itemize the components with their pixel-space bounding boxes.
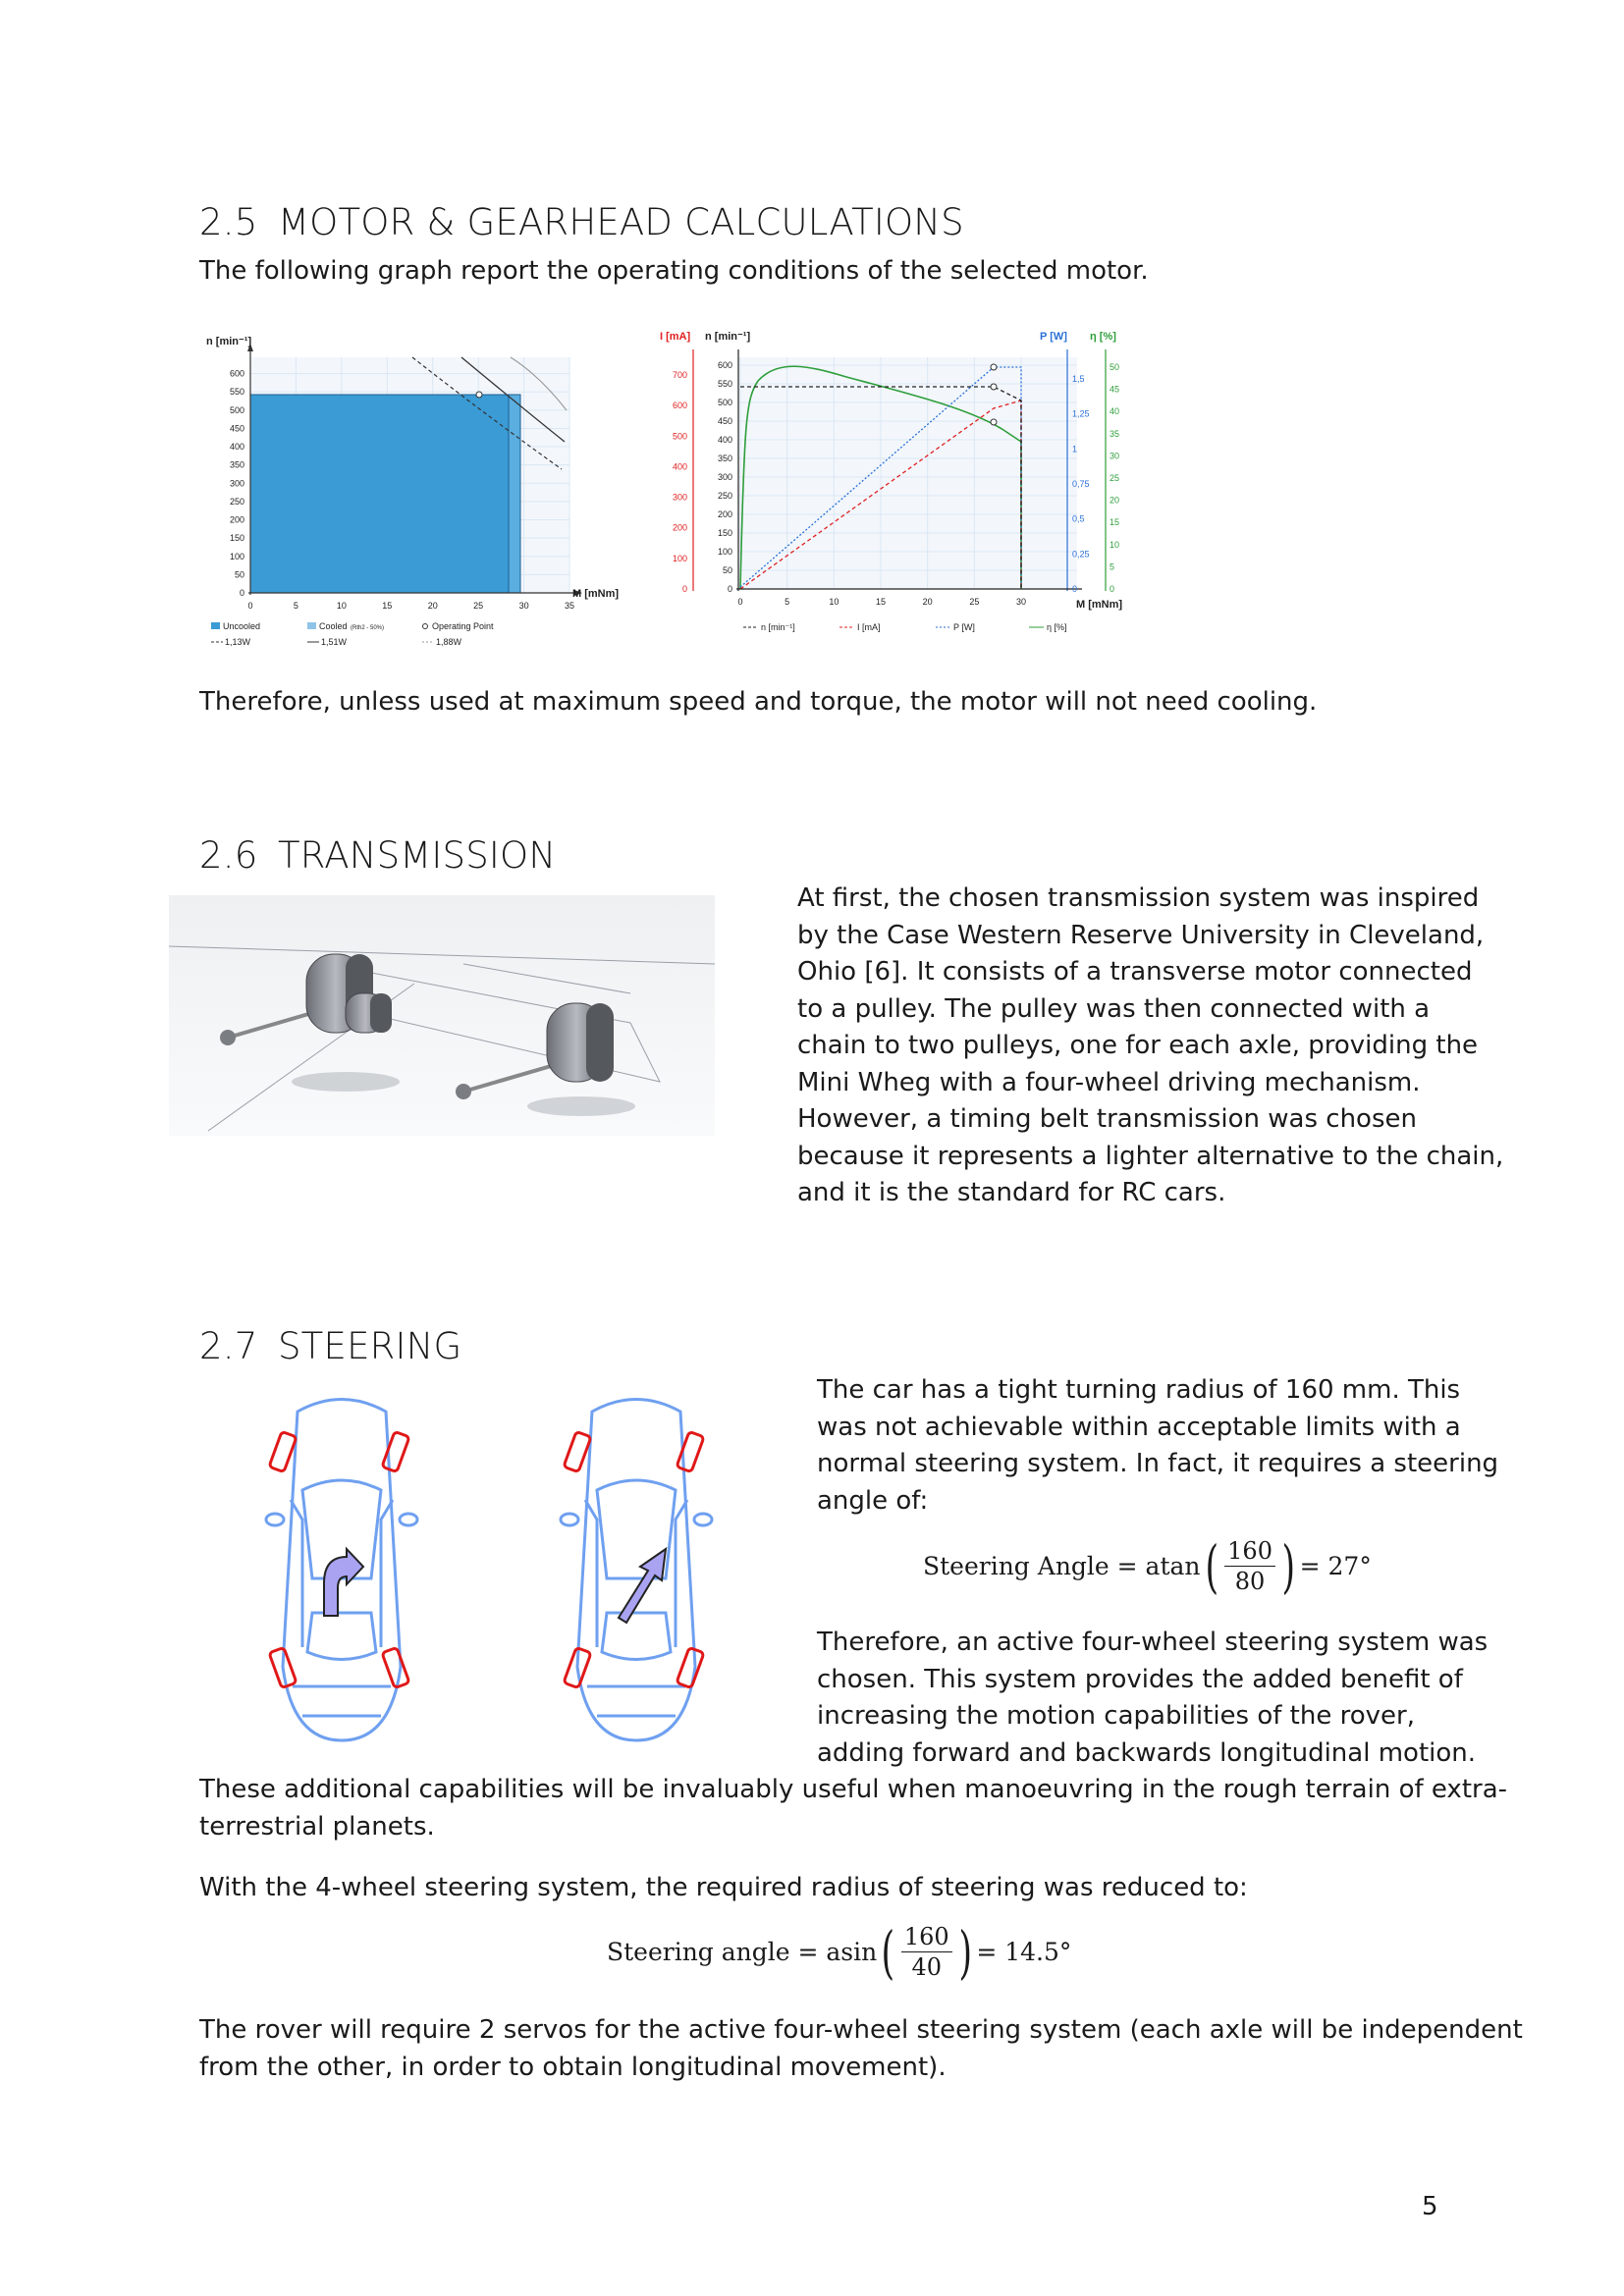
page-number: 5 — [1422, 2192, 1438, 2221]
p-axis-label: P [W] — [1040, 331, 1067, 343]
legend-2-label: 1,51W — [321, 637, 348, 647]
left-ytick: 300 — [229, 478, 244, 489]
left-chart-x-label: M [mNm] — [572, 588, 620, 600]
n-tick: 250 — [717, 491, 732, 501]
left-ytick: 400 — [229, 442, 244, 453]
section-heading-transmission: 2.6 TRANSMISSION — [199, 834, 557, 877]
right-xtick: 10 — [829, 597, 839, 607]
steering-text-2: Therefore, an active four-wheel steering system was chosen. This system provides the added benefit of increasing the motion capabilities of the rover, adding forward and backwards longitudinal motion. — [817, 1628, 1489, 1768]
eta-tick: 5 — [1110, 561, 1115, 572]
right-xtick: 15 — [875, 597, 887, 607]
legend-3-label: 1,88W — [436, 637, 462, 647]
n-tick: 100 — [717, 547, 732, 557]
left-ytick: 350 — [229, 459, 244, 470]
equation-steering-angle-4ws: Steering angle = asin ( $\frac{160}{40}$ ) = 14.5° — [607, 1918, 1072, 1986]
i-tick: 100 — [672, 553, 687, 563]
right-chart-x-label: M [mNm] — [1076, 599, 1123, 611]
legend-1-label: 1,13W — [225, 637, 251, 647]
eta-tick: 35 — [1110, 428, 1120, 439]
n-axis-label: n [min⁻¹] — [705, 331, 751, 343]
eta-tick: 40 — [1110, 406, 1120, 417]
right-axle-end — [456, 1084, 471, 1099]
motor-conclusion: Therefore, unless used at maximum speed and torque, the motor will not need cooling. — [199, 687, 1318, 717]
i-tick: 500 — [672, 431, 687, 442]
operating-point-marker — [476, 392, 482, 398]
legend-cooled: Cooled — [319, 621, 348, 631]
operating-point-p — [991, 364, 997, 370]
left-rr-wheel — [382, 1647, 409, 1687]
right-xtick: 5 — [785, 597, 790, 607]
left-xtick: 35 — [564, 601, 575, 611]
render-background — [169, 895, 715, 1136]
left-fl-wheel — [269, 1431, 297, 1471]
legend-i: I [mA] — [857, 622, 881, 632]
n-tick: 500 — [717, 398, 732, 407]
i-tick: 300 — [672, 492, 687, 503]
motor-pulley-face — [370, 993, 392, 1033]
n-tick: 350 — [717, 454, 732, 463]
i-tick: 200 — [672, 522, 687, 533]
equation-steering-angle: Steering Angle = atan ( $\frac{160}{80}$ ) = 27° — [923, 1532, 1372, 1600]
eta-tick: 20 — [1110, 495, 1120, 506]
right-chart-plot-area — [738, 357, 1077, 589]
right-rr-wheel — [677, 1647, 704, 1687]
legend-eta: η [%] — [1047, 622, 1067, 632]
legend-operating-point: Operating Point — [432, 621, 494, 631]
legend-p: P [W] — [953, 622, 975, 632]
eta-axis-label: η [%] — [1090, 331, 1116, 343]
left-ytick: 500 — [229, 404, 244, 415]
right-xtick: 30 — [1015, 597, 1027, 607]
p-tick: 0,75 — [1072, 479, 1090, 489]
motor-characteristics-chart — [650, 320, 1147, 644]
operating-point-eta — [991, 419, 997, 425]
n-tick: 200 — [717, 509, 732, 519]
left-xtick: 15 — [382, 601, 393, 611]
p-tick: 0 — [1072, 584, 1078, 594]
n-tick: 0 — [727, 584, 732, 594]
legend-uncooled: Uncooled — [223, 621, 261, 631]
n-tick: 50 — [722, 565, 732, 575]
right-xtick: 0 — [737, 597, 743, 607]
left-ytick: 450 — [229, 423, 244, 434]
left-ytick: 50 — [234, 569, 244, 580]
left-ytick: 100 — [229, 551, 244, 561]
p-tick: 0,5 — [1072, 513, 1085, 524]
legend-cooled-swatch — [307, 622, 316, 629]
section-heading-motor: 2.5 MOTOR & GEARHEAD CALCULATIONS — [199, 201, 964, 243]
legend-operating-point-marker — [423, 624, 428, 629]
n-tick: 600 — [717, 360, 732, 370]
eta-tick: 0 — [1110, 584, 1115, 594]
p-tick: 1,25 — [1072, 408, 1090, 419]
eta-tick: 10 — [1110, 539, 1120, 550]
left-ytick: 550 — [229, 387, 244, 398]
i-tick: 700 — [672, 370, 687, 380]
eta-tick: 15 — [1110, 517, 1120, 528]
eta-tick: 50 — [1110, 362, 1120, 372]
uncooled-region — [250, 395, 509, 593]
left-ytick: 250 — [229, 496, 244, 507]
right-fl-wheel — [564, 1431, 591, 1471]
steering-text-1: The car has a tight turning radius of 160 mm. This was not achievable within acceptable limits with a normal steering system. In fact, it requires a steering angle of: — [817, 1375, 1499, 1516]
legend-n: n [min⁻¹] — [761, 622, 795, 632]
p-tick: 1,5 — [1072, 374, 1085, 384]
i-tick: 400 — [672, 461, 687, 472]
legend-uncooled-swatch — [211, 622, 220, 629]
left-ytick: 150 — [229, 533, 244, 544]
right-xtick: 25 — [969, 597, 980, 607]
right-xtick: 20 — [922, 597, 933, 607]
n-tick: 300 — [717, 472, 732, 482]
i-tick: 600 — [672, 400, 687, 411]
steering-text-5: The rover will require 2 servos for the active four-wheel steering system (each axle will be independent from the other, in order to obtain longitudinal movement). — [199, 2015, 1523, 2082]
curved-arrow-icon — [324, 1549, 363, 1616]
n-tick: 150 — [717, 528, 732, 538]
p-tick: 0,25 — [1072, 549, 1090, 560]
steering-diagram — [263, 1392, 734, 1745]
motor-intro: The following graph report the operating conditions of the selected motor. — [199, 256, 1149, 286]
right-pulley-face — [586, 1003, 614, 1082]
n-tick: 400 — [717, 435, 732, 445]
section-heading-steering: 2.7 STEERING — [199, 1325, 462, 1367]
operating-range-chart — [201, 322, 633, 656]
left-xtick: 0 — [247, 601, 253, 611]
legend-cooled-sub: (Rth2 - 50%) — [351, 625, 385, 631]
left-ytick: 0 — [239, 588, 244, 598]
steering-text-4: With the 4-wheel steering system, the required radius of steering was reduced to: — [199, 1873, 1248, 1902]
eta-tick: 25 — [1110, 473, 1120, 483]
shadow-left — [292, 1072, 400, 1092]
left-xtick: 20 — [427, 601, 438, 611]
transmission-render — [169, 895, 715, 1136]
n-tick: 550 — [717, 379, 732, 389]
steering-text-3: These additional capabilities will be invaluably useful when manoeuvring in the rough terrain of extra- terrestrial planets. — [199, 1775, 1508, 1842]
left-xtick: 25 — [473, 601, 484, 611]
n-tick: 450 — [717, 416, 732, 426]
p-tick: 1 — [1072, 444, 1078, 454]
left-chart-y-label: n [min⁻¹] — [206, 336, 252, 347]
transmission-text: At first, the chosen transmission system was inspired by the Case Western Reserve University in Cleveland, Ohio [6]. It consists of a transverse motor connected to a pulley. The pulley was then connected with a chain to two pulleys, one for each axle, providing the Mini Wheg with a four-wheel driving mechanism. However, a timing belt transmission was chosen because it represents a lighter alternative to the chain, and it is the standard for RC cars. — [797, 883, 1504, 1207]
left-xtick: 10 — [336, 601, 347, 611]
i-axis-label: I [mA] — [660, 331, 691, 343]
cooled-region — [509, 395, 520, 593]
i-tick: 0 — [681, 584, 687, 594]
left-axle-end — [220, 1030, 236, 1045]
eta-tick: 30 — [1110, 451, 1120, 461]
operating-point-n — [991, 384, 997, 390]
left-ytick: 200 — [229, 514, 244, 525]
shadow-right — [527, 1096, 635, 1116]
car-right — [561, 1400, 712, 1741]
left-xtick: 5 — [293, 601, 298, 611]
eta-tick: 45 — [1110, 384, 1120, 395]
left-ytick: 600 — [229, 368, 244, 379]
left-xtick: 30 — [518, 601, 529, 611]
